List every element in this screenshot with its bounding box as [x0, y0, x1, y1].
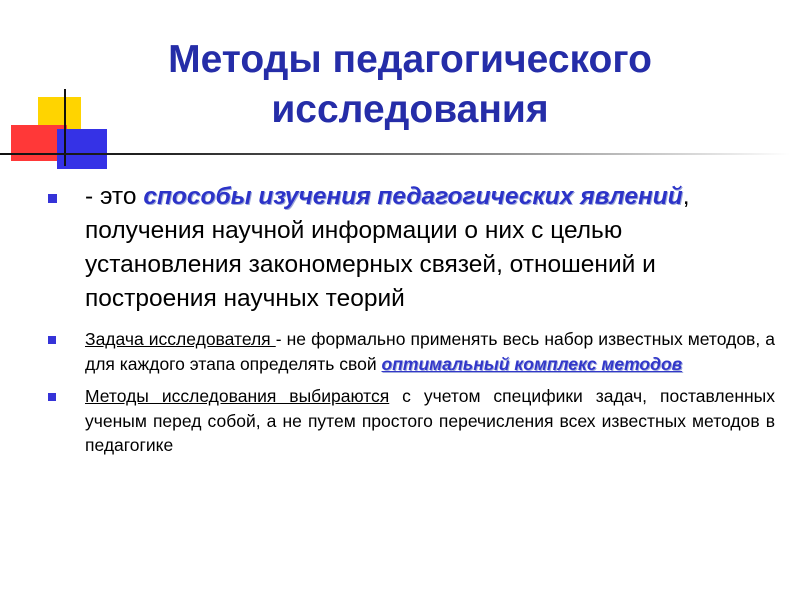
square-bullet-icon: [48, 194, 57, 203]
researcher-task-label: Задача исследователя: [85, 329, 276, 349]
square-bullet-icon: [48, 393, 56, 401]
horizontal-divider-line: [0, 153, 790, 155]
method-selection-rest: с учетом специфики задач, поставленных ученым перед собой, а не путем простого перечисления всех известных методов в педагогике: [85, 386, 775, 455]
slide-title-line-2: исследования: [271, 88, 549, 131]
researcher-task-text: - не формально применять весь набор известных методов, а для каждого этапа определять свой: [85, 329, 776, 374]
researcher-task-highlight: оптимальный комплекс методов: [381, 353, 683, 374]
definition-prefix: - это: [85, 183, 144, 210]
bullet-method-selection: [40, 384, 775, 458]
method-selection-label: Методы исследования выбираются: [85, 386, 390, 406]
square-bullet-icon: [48, 336, 56, 344]
slide-title-line-1: Методы педагогического: [168, 38, 652, 81]
definition-rest: , получения научной информации о них с целью установления закономерных связей, отношений и построения научных теорий: [85, 183, 690, 312]
slide-title: [110, 35, 710, 135]
definition-highlight: способы изучения педагогических явлений: [143, 183, 683, 210]
bullet-researcher-task: [40, 327, 775, 376]
bullet-definition: [40, 180, 775, 316]
bullet-list: [40, 180, 775, 466]
